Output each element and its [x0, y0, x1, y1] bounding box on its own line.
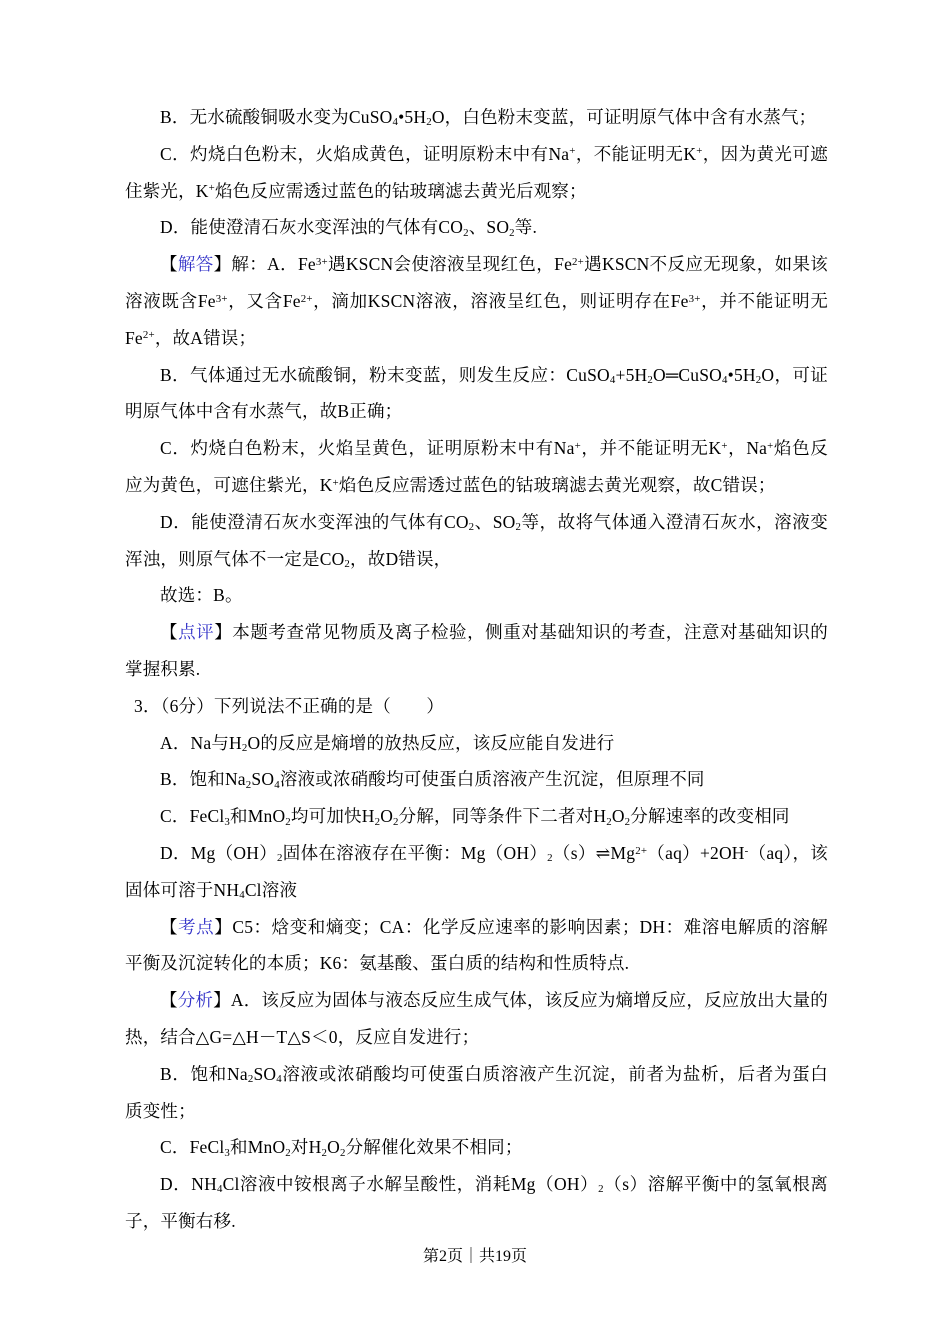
- text-run: ，故D错误，: [350, 548, 452, 569]
- text-run: 2: [285, 1146, 291, 1159]
- paragraph: [125, 209, 828, 246]
- text-run: 分解速率的改变相同: [630, 806, 790, 827]
- text-run: 2+: [572, 255, 584, 268]
- text-run: O: [611, 806, 625, 827]
- text-run: 2: [598, 1183, 604, 1196]
- paragraph: [125, 982, 828, 1056]
- text-run: 3．（6分）下列说法不正确的是（ ）: [134, 695, 445, 716]
- paragraph: [125, 761, 828, 798]
- text-run: 2+: [142, 329, 155, 342]
- text-run: 遇KSCN会使溶液呈现红色，Fe: [327, 254, 573, 275]
- text-run: 2+: [300, 292, 313, 305]
- text-run: 3+: [215, 292, 228, 305]
- text-run: O: [327, 1137, 340, 1158]
- paragraph: [125, 246, 828, 356]
- text-run: 固体在溶液存在平衡：Mg（OH）: [282, 842, 548, 863]
- paragraph: [125, 1056, 828, 1130]
- text-run: 2: [285, 815, 291, 828]
- text-run: 3: [224, 815, 231, 828]
- text-run: D．能使澄清石灰水变浑浊的气体有CO: [160, 511, 469, 532]
- text-run: 2: [647, 373, 653, 386]
- text-run: 】本题考查常见物质及离子检验，侧重对基础知识的考查，注意对基础知识的掌握积累.: [125, 622, 829, 679]
- text-run: B．饱和Na: [160, 1063, 248, 1084]
- text-run: 3+: [688, 292, 701, 305]
- text-run: ，故A错误；: [154, 327, 257, 348]
- text-run: +: [696, 145, 703, 158]
- text-run: 2+: [635, 844, 648, 857]
- paragraph: [125, 725, 828, 762]
- text-run: 4: [274, 778, 280, 791]
- text-run: 【: [160, 990, 178, 1011]
- text-run: •5H: [398, 107, 427, 127]
- text-run: D．NH: [160, 1174, 217, 1195]
- text-run: 2: [606, 815, 612, 828]
- text-run: +5H: [615, 364, 648, 385]
- text-run: 2: [245, 778, 252, 791]
- text-run: 】C5：焓变和熵变；CA：化学反应速率的影响因素；DH：难溶电解质的溶解平衡及沉淀转化的本质；K6：氨基酸、蛋白质的结构和性质特点.: [125, 916, 828, 974]
- text-run: 焰色反应需透过蓝色的钴玻璃滤去黄光观察，故C错误；: [338, 474, 776, 495]
- text-run: 溶液或浓硝酸均可使蛋白质溶液产生沉淀，但原理不同: [279, 769, 705, 790]
- section-label: 考点: [178, 916, 215, 937]
- page-number: 第2页｜共19页: [422, 1248, 527, 1265]
- text-run: （s）溶解平衡中的氢氧根离子，平衡右移.: [125, 1174, 828, 1231]
- text-run: A．Na与H: [160, 732, 242, 753]
- text-run: 2: [277, 852, 283, 865]
- text-run: +: [767, 439, 774, 452]
- text-run: SO: [253, 1063, 277, 1084]
- section-label: 点评: [178, 622, 215, 643]
- text-run: 、SO: [474, 511, 516, 532]
- text-run: 2: [374, 815, 381, 828]
- text-run: C．灼烧白色粉末，火焰成黄色，证明原粉末中有Na: [160, 143, 570, 164]
- text-run: 4: [609, 373, 616, 386]
- text-run: 故选：B。: [160, 585, 243, 606]
- text-run: 对H: [290, 1137, 322, 1158]
- paragraph: [125, 430, 828, 504]
- text-run: 、SO: [468, 217, 510, 238]
- text-run: C．FeCl: [160, 806, 225, 827]
- text-run: Cl溶液: [244, 879, 298, 900]
- text-run: 4: [722, 373, 728, 386]
- text-run: 和MnO: [230, 806, 286, 827]
- text-run: 遇KSCN不反应无现象，如果该溶液既含Fe: [125, 254, 828, 311]
- text-run: ，并不能证明无K: [580, 438, 722, 459]
- paragraph: [125, 909, 828, 983]
- text-run: 焰色反应为黄色，可遮住紫光，K: [125, 438, 828, 495]
- paragraph: [125, 504, 828, 578]
- text-run: C．FeCl: [160, 1137, 225, 1158]
- text-run: 【: [160, 622, 179, 643]
- text-run: 2: [339, 1146, 346, 1159]
- text-run: -: [744, 844, 749, 857]
- text-run: 2: [547, 852, 553, 865]
- text-run: 4: [392, 116, 399, 129]
- text-run: 2: [393, 815, 399, 828]
- text-run: （aq）+2OH: [647, 842, 745, 863]
- text-run: +: [332, 476, 339, 489]
- text-run: O的反应是熵增的放热反应，该反应能自发进行: [247, 732, 615, 753]
- text-run: 】解：A．Fe: [213, 254, 316, 275]
- text-run: ，不能证明无K: [575, 143, 697, 164]
- paragraph: [125, 688, 828, 725]
- document-body: [125, 99, 828, 1240]
- text-run: 和MnO: [230, 1137, 286, 1158]
- text-run: B．饱和Na: [160, 769, 246, 790]
- text-run: 4: [276, 1073, 282, 1086]
- text-run: 2: [755, 373, 762, 386]
- text-run: 2: [463, 226, 469, 239]
- text-run: 2: [426, 116, 432, 129]
- text-run: （aq），该固体可溶于NH: [125, 842, 829, 900]
- text-run: SO: [251, 769, 275, 790]
- text-run: D．Mg（OH）: [160, 842, 278, 863]
- text-run: 2: [344, 557, 351, 570]
- text-run: D．能使澄清石灰水变浑浊的气体有CO: [160, 217, 464, 238]
- text-run: C．灼烧白色粉末，火焰呈黄色，证明原粉末中有Na: [160, 438, 575, 459]
- text-run: 等，故将气体通入澄清石灰水，溶液变浑浊，则原气体不一定是CO: [125, 511, 828, 569]
- text-run: 【: [160, 916, 179, 937]
- text-run: 3+: [315, 255, 328, 268]
- paragraph: [125, 99, 828, 136]
- text-run: 2: [509, 226, 515, 239]
- text-run: 【: [160, 254, 178, 275]
- paragraph: [125, 1166, 828, 1240]
- text-run: B．气体通过无水硫酸铜，粉末变蓝，则发生反应：CuSO: [160, 364, 610, 385]
- text-run: O，可证明原气体中含有水蒸气，故B正确；: [125, 364, 828, 422]
- text-run: ，因为黄光可遮住紫光，K: [125, 143, 828, 201]
- text-run: ，Na: [727, 438, 768, 459]
- text-run: 4: [239, 889, 245, 902]
- text-run: B．无水硫酸铜吸水变为CuSO: [160, 107, 393, 127]
- paragraph: [125, 577, 828, 614]
- text-run: 等.: [514, 217, 538, 238]
- page-footer: [0, 1243, 950, 1266]
- text-run: •5H: [727, 364, 756, 385]
- text-run: O: [380, 806, 394, 827]
- text-run: 2: [468, 521, 475, 534]
- text-run: O，白色粉末变蓝，可证明原气体中含有水蒸气；: [431, 107, 817, 127]
- text-run: 2: [624, 815, 631, 828]
- text-run: 2: [321, 1146, 328, 1159]
- text-run: 焰色反应需透过蓝色的钴玻璃滤去黄光后观察；: [214, 180, 587, 201]
- text-run: （s）⇌Mg: [552, 842, 636, 863]
- text-run: 分解，同等条件下二者对H: [398, 806, 607, 827]
- text-run: 溶液或浓硝酸均可使蛋白质溶液产生沉淀，前者为盐析，后者为蛋白质变性；: [125, 1063, 829, 1121]
- text-run: +: [208, 182, 215, 195]
- paragraph: [125, 1129, 828, 1166]
- text-run: ，并不能证明无Fe: [125, 290, 829, 348]
- text-run: 2: [241, 741, 248, 754]
- text-run: 2: [515, 521, 522, 534]
- text-run: 4: [216, 1183, 223, 1196]
- section-label: 分析: [177, 990, 214, 1011]
- text-run: +: [721, 439, 728, 452]
- paragraph: [125, 357, 828, 431]
- paragraph: [125, 835, 828, 909]
- text-run: 2: [247, 1073, 254, 1086]
- text-run: 】A．该反应为固体与液态反应生成气体，该反应为熵增反应，反应放出大量的热，结合△G=△H－T△S＜0，反应自发进行；: [125, 990, 829, 1047]
- text-run: O═CuSO: [652, 364, 723, 385]
- paragraph: [125, 614, 828, 688]
- text-run: 分解催化效果不相同；: [345, 1137, 523, 1158]
- text-run: Cl溶液中铵根离子水解呈酸性，消耗Mg（OH）: [222, 1174, 599, 1195]
- text-run: +: [569, 145, 576, 158]
- text-run: +: [574, 439, 581, 452]
- text-run: ，又含Fe: [227, 290, 301, 311]
- section-label: 解答: [177, 254, 214, 275]
- text-run: ，滴加KSCN溶液，溶液呈红色，则证明存在Fe: [312, 290, 689, 311]
- text-run: 均可加快H: [290, 806, 375, 827]
- paragraph: [125, 798, 828, 835]
- text-run: 3: [224, 1146, 231, 1159]
- paragraph: [125, 136, 828, 210]
